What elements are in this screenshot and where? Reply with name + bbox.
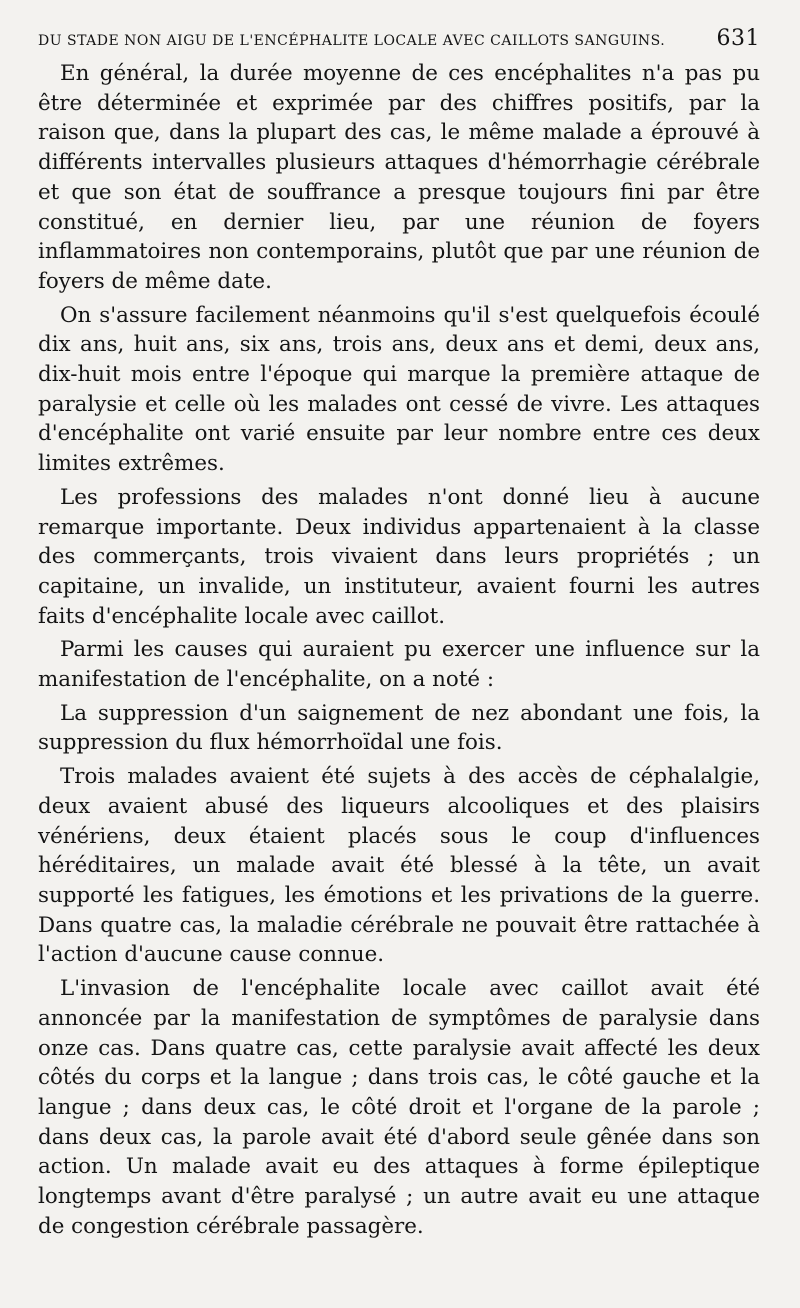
paragraph-7: L'invasion de l'encéphalite locale avec caillot avait été annoncée par la manifestation de symptômes de paralysie dans onze cas. Dans quatre cas, cette paralysie avait affecté les deux côtés du corps et la langue ; dans trois cas, le côté gauche et la langue ; dans deux cas, le côté droit et l'organe de la parole ; dans deux cas, la parole avait été d'abord seule gênée dans son action. Un malade avait eu des attaques à forme épileptique longtemps avant d'être paralysé ; un autre avait eu une attaque de congestion cérébrale passagère.	[38, 976, 760, 1239]
body-text	[38, 59, 760, 1241]
paragraph-5: La suppression d'un saignement de nez abondant une fois, la suppression du flux hémorrhoïdal une fois.	[38, 700, 760, 756]
running-head	[38, 26, 760, 51]
paragraph-4: Parmi les causes qui auraient pu exercer une influence sur la manifestation de l'encéphalite, on a noté :	[38, 637, 760, 693]
paragraph-2: On s'assure facilement néanmoins qu'il s'est quelquefois écoulé dix ans, huit ans, six ans, trois ans, deux ans et demi, deux ans, dix-huit mois entre l'époque qui marque la première attaque de paralysie et celle où les malades ont cessé de vivre. Les attaques d'encéphalite ont varié ensuite par leur nombre entre ces deux limites extrêmes.	[38, 302, 760, 477]
page-number: 631	[716, 26, 760, 51]
paragraph-6: Trois malades avaient été sujets à des accès de céphalalgie, deux avaient abusé des liqueurs alcooliques et des plaisirs vénériens, deux étaient placés sous le coup d'influences héréditaires, un malade avait été blessé à la tête, un avait supporté les fatigues, les émotions et les privations de la guerre. Dans quatre cas, la maladie cérébrale ne pouvait être rattachée à l'action d'aucune cause connue.	[38, 764, 760, 968]
paragraph-1: En général, la durée moyenne de ces encéphalites n'a pas pu être déterminée et exprimée par des chiffres positifs, par la raison que, dans la plupart des cas, le même malade a éprouvé à différents intervalles plusieurs attaques d'hémorrhagie cérébrale et que son état de souffrance a presque toujours fini par être constitué, en dernier lieu, par une réunion de foyers inflammatoires non contemporains, plutôt que par une réunion de foyers de même date.	[38, 61, 760, 294]
paragraph-3: Les professions des malades n'ont donné lieu à aucune remarque importante. Deux individus appartenaient à la classe des commerçants, trois vivaient dans leurs propriétés ; un capitaine, un invalide, un instituteur, avaient fourni les autres faits d'encéphalite locale avec caillot.	[38, 484, 760, 629]
running-title: DU STADE NON AIGU DE L'ENCÉPHALITE LOCALE AVEC CAILLOTS SANGUINS.	[38, 33, 666, 49]
